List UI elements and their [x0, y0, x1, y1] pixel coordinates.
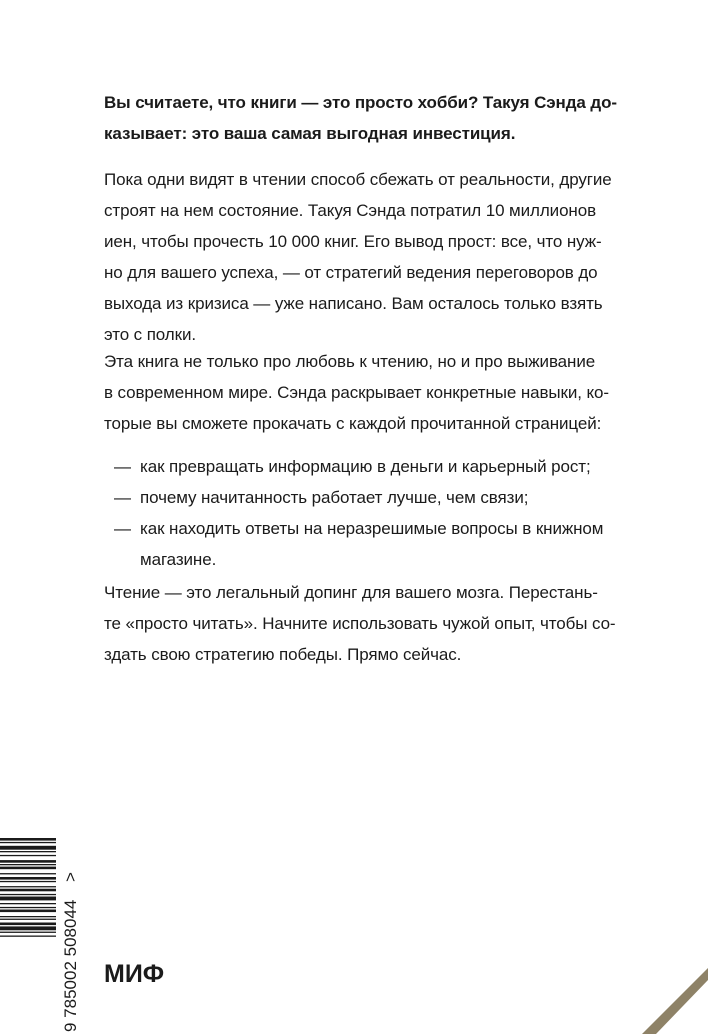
barcode-bar [0, 864, 56, 865]
list-item-line: как находить ответы на неразрешимые вопросы в книжном [140, 519, 604, 538]
barcode-digits: 9 785002 508044 [61, 899, 80, 1032]
paragraph-line: в современном мире. Сэнда раскрывает конкретные навыки, ко- [104, 383, 609, 402]
lead-paragraph [104, 87, 644, 149]
paragraph-line: здать свою стратегию победы. Прямо сейчас. [104, 645, 462, 664]
paragraph-line: торые вы сможете прокачать с каждой прочитанной страницей: [104, 414, 602, 433]
barcode-bar [0, 894, 56, 895]
barcode-bar [0, 889, 56, 892]
lead-line: казывает: это ваша самая выгодная инвестиция. [104, 124, 516, 143]
barcode-bar [0, 910, 56, 913]
paragraph-line: но для вашего успеха, — от стратегий ведения переговоров до [104, 263, 598, 282]
paragraph-line: это с полки. [104, 325, 196, 344]
barcode-bar [0, 907, 56, 908]
list-item-line: как превращать информацию в деньги и карьерный рост; [140, 457, 591, 476]
barcode-bar [0, 923, 56, 926]
stripe-shape [642, 968, 708, 1034]
barcode-bar [0, 860, 56, 863]
barcode-bar [0, 855, 56, 856]
decorative-stripe [628, 954, 708, 1034]
list-item [104, 513, 644, 575]
barcode-bar [0, 926, 56, 930]
barcode-bar [0, 873, 56, 874]
dash-bullet: — [114, 457, 131, 476]
barcode-bar [0, 881, 56, 882]
closing-paragraph [104, 577, 644, 670]
barcode-bar [0, 903, 56, 904]
paragraph-line: те «просто читать». Начните использовать чужой опыт, чтобы со- [104, 614, 616, 633]
list-item [104, 482, 644, 513]
barcode-bar [0, 919, 56, 920]
dash-bullet: — [114, 488, 131, 507]
lead-line: Вы считаете, что книги — это просто хобби? Такуя Сэнда до- [104, 93, 617, 112]
description-paragraph-1 [104, 164, 644, 350]
publisher-logo: МИФ [104, 960, 165, 988]
paragraph-line: Эта книга не только про любовь к чтению, но и про выживание [104, 352, 596, 371]
barcode-arrow: > [61, 872, 80, 882]
barcode-bar [0, 936, 56, 937]
barcode-bar [0, 932, 56, 933]
barcode-bar [0, 916, 56, 917]
paragraph-line: иен, чтобы прочесть 10 000 книг. Его вывод прост: все, что нуж- [104, 232, 602, 251]
barcode-bar [0, 838, 56, 841]
barcode-bar [0, 897, 56, 901]
barcode-bar [0, 886, 56, 887]
barcode-bar [0, 867, 56, 870]
list-item-line: почему начитанность работает лучше, чем связи; [140, 488, 529, 507]
barcode-bar [0, 877, 56, 880]
paragraph-line: Пока одни видят в чтении способ сбежать от реальности, другие [104, 170, 612, 189]
dash-bullet: — [114, 519, 131, 538]
list-item-line: магазине. [140, 550, 217, 569]
paragraph-line: Чтение — это легальный допинг для вашего мозга. Перестань- [104, 583, 598, 602]
barcode-bars [0, 838, 56, 937]
description-paragraph-2 [104, 346, 644, 439]
isbn-barcode [0, 834, 86, 1034]
barcode-bar [0, 846, 56, 850]
skills-list [104, 451, 644, 575]
list-item [104, 451, 644, 482]
paragraph-line: выхода из кризиса — уже написано. Вам осталось только взять [104, 294, 603, 313]
barcode-bar [0, 851, 56, 852]
paragraph-line: строят на нем состояние. Такуя Сэнда потратил 10 миллионов [104, 201, 597, 220]
barcode-bar [0, 842, 56, 843]
